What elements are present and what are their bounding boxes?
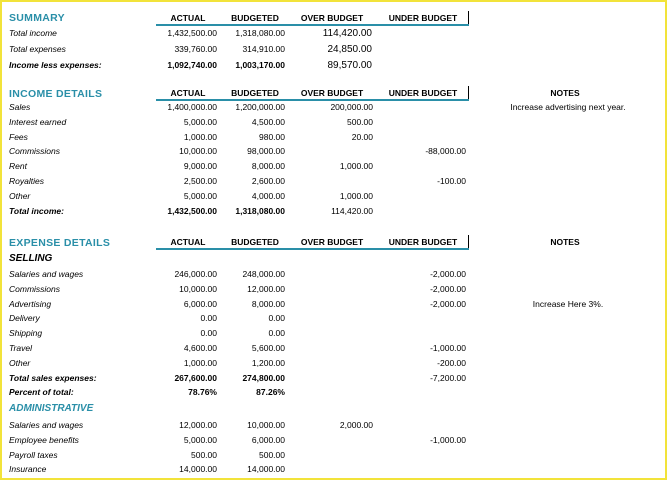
actual-value: 14,000.00 xyxy=(179,464,217,475)
over-budget-value: 89,570.00 xyxy=(327,60,372,71)
row-label: Interest earned xyxy=(9,116,67,127)
budgeted-value: 1,318,080.00 xyxy=(235,205,285,216)
budgeted-value: 12,000.00 xyxy=(247,283,285,294)
actual-value: 9,000.00 xyxy=(183,161,217,172)
summary-title: SUMMARY xyxy=(9,12,65,24)
budgeted-value: 1,318,080.00 xyxy=(235,28,285,38)
budgeted-value: 10,000.00 xyxy=(247,420,285,430)
budgeted-value: 2,600.00 xyxy=(251,176,285,186)
over-budget-value: 1,000.00 xyxy=(339,161,373,172)
over-budget-value: 20.00 xyxy=(351,131,373,142)
row-label: Total expenses xyxy=(9,44,66,54)
expense-header-budgeted: BUDGETED xyxy=(231,237,279,247)
over-budget-value: 2,000.00 xyxy=(339,420,373,430)
actual-value: 12,000.00 xyxy=(179,420,217,430)
over-budget-value: 1,000.00 xyxy=(339,190,373,201)
under-budget-value: -7,200.00 xyxy=(430,372,466,383)
under-budget-value: -1,000.00 xyxy=(430,434,466,445)
over-budget-value: 24,850.00 xyxy=(327,44,372,55)
summary-header-under: UNDER BUDGET xyxy=(388,13,458,23)
row-label: Total income: xyxy=(9,205,64,216)
row-label: Other xyxy=(9,357,31,368)
budgeted-value: 980.00 xyxy=(259,131,285,142)
over-budget-value: 200,000.00 xyxy=(330,102,373,112)
expense-header-rule xyxy=(156,248,469,250)
row-label: Shipping xyxy=(9,328,43,339)
row-label: Salaries and wages xyxy=(9,420,84,430)
under-budget-value: -1,000.00 xyxy=(430,343,466,353)
budgeted-value: 274,800.00 xyxy=(242,372,285,383)
expense-header-under: UNDER BUDGET xyxy=(388,237,458,247)
actual-value: 2,500.00 xyxy=(183,176,217,186)
budgeted-value: 14,000.00 xyxy=(247,464,285,475)
summary-header-divider xyxy=(468,11,469,25)
actual-value: 4,600.00 xyxy=(183,343,217,353)
over-budget-value: 114,420.00 xyxy=(322,28,372,39)
over-budget-value: 500.00 xyxy=(347,116,373,127)
row-label: Sales xyxy=(9,102,31,112)
actual-value: 1,092,740.00 xyxy=(167,60,217,70)
row-label: Royalties xyxy=(9,176,44,186)
row-label: Travel xyxy=(9,343,32,353)
budgeted-value: 98,000.00 xyxy=(247,146,285,157)
under-budget-value: -2,000.00 xyxy=(430,283,466,294)
income-header-notes: NOTES xyxy=(550,88,580,98)
actual-value: 10,000.00 xyxy=(179,283,217,294)
actual-value: 10,000.00 xyxy=(179,146,217,157)
note-text: Increase Here 3%. xyxy=(532,298,604,309)
actual-value: 5,000.00 xyxy=(183,434,217,445)
expense-header-notes: NOTES xyxy=(550,237,580,247)
budgeted-value: 5,600.00 xyxy=(251,343,285,353)
under-budget-value: -2,000.00 xyxy=(430,298,466,309)
under-budget-value: -200.00 xyxy=(437,357,466,368)
row-label: Percent of total: xyxy=(9,387,74,398)
selling-subtitle: SELLING xyxy=(9,253,53,264)
budgeted-value: 1,003,170.00 xyxy=(235,60,285,70)
budgeted-value: 4,500.00 xyxy=(251,116,285,127)
summary-header-rule xyxy=(156,24,469,26)
expense-header-divider xyxy=(468,235,469,249)
row-label: Advertising xyxy=(9,298,52,309)
row-label: Total sales expenses: xyxy=(9,372,97,383)
budgeted-value: 314,910.00 xyxy=(242,44,285,54)
actual-value: 6,000.00 xyxy=(183,298,217,309)
actual-value: 78.76% xyxy=(188,387,217,398)
budgeted-value: 6,000.00 xyxy=(251,434,285,445)
actual-value: 1,432,500.00 xyxy=(167,205,217,216)
note-text: Increase advertising next year. xyxy=(510,102,626,112)
actual-value: 1,432,500.00 xyxy=(167,28,217,38)
actual-value: 339,760.00 xyxy=(174,44,217,54)
income-header-over: OVER BUDGET xyxy=(300,88,364,98)
income-title: INCOME DETAILS xyxy=(9,88,103,100)
actual-value: 0.00 xyxy=(200,328,217,339)
row-label: Insurance xyxy=(9,464,47,475)
under-budget-value: -2,000.00 xyxy=(430,269,466,279)
expense-header-over: OVER BUDGET xyxy=(300,237,364,247)
actual-value: 246,000.00 xyxy=(174,269,217,279)
budgeted-value: 0.00 xyxy=(268,313,285,324)
income-header-rule xyxy=(156,99,469,101)
income-header-under: UNDER BUDGET xyxy=(388,88,458,98)
row-label: Commissions xyxy=(9,283,61,294)
budgeted-value: 8,000.00 xyxy=(251,298,285,309)
budgeted-value: 8,000.00 xyxy=(251,161,285,172)
expense-title: EXPENSE DETAILS xyxy=(9,237,111,249)
actual-value: 500.00 xyxy=(191,449,217,460)
actual-value: 5,000.00 xyxy=(183,116,217,127)
budgeted-value: 87.26% xyxy=(256,387,285,398)
row-label: Payroll taxes xyxy=(9,449,58,460)
actual-value: 5,000.00 xyxy=(183,190,217,201)
actual-value: 1,400,000.00 xyxy=(167,102,217,112)
expense-header-actual: ACTUAL xyxy=(170,237,206,247)
under-budget-value: -100.00 xyxy=(437,176,466,186)
row-label: Delivery xyxy=(9,313,40,324)
budgeted-value: 0.00 xyxy=(268,328,285,339)
row-label: Income less expenses: xyxy=(9,60,102,70)
budgeted-value: 500.00 xyxy=(259,449,285,460)
row-label: Fees xyxy=(9,131,28,142)
row-label: Rent xyxy=(9,161,27,172)
row-label: Salaries and wages xyxy=(9,269,84,279)
row-label: Commissions xyxy=(9,146,61,157)
actual-value: 267,600.00 xyxy=(174,372,217,383)
row-label: Other xyxy=(9,190,31,201)
row-label: Employee benefits xyxy=(9,434,79,445)
income-header-budgeted: BUDGETED xyxy=(231,88,279,98)
under-budget-value: -88,000.00 xyxy=(425,146,466,157)
summary-header-actual: ACTUAL xyxy=(170,13,206,23)
budgeted-value: 1,200.00 xyxy=(251,357,285,368)
budgeted-value: 248,000.00 xyxy=(242,269,285,279)
row-label: Total income xyxy=(9,28,57,38)
budgeted-value: 4,000.00 xyxy=(251,190,285,201)
summary-header-over: OVER BUDGET xyxy=(300,13,364,23)
income-header-actual: ACTUAL xyxy=(170,88,206,98)
actual-value: 1,000.00 xyxy=(183,357,217,368)
summary-header-budgeted: BUDGETED xyxy=(231,13,279,23)
over-budget-value: 114,420.00 xyxy=(331,205,373,216)
actual-value: 0.00 xyxy=(200,313,217,324)
actual-value: 1,000.00 xyxy=(183,131,217,142)
income-header-divider xyxy=(468,86,469,100)
budgeted-value: 1,200,000.00 xyxy=(235,102,285,112)
administrative-subtitle: ADMINISTRATIVE xyxy=(9,403,94,414)
